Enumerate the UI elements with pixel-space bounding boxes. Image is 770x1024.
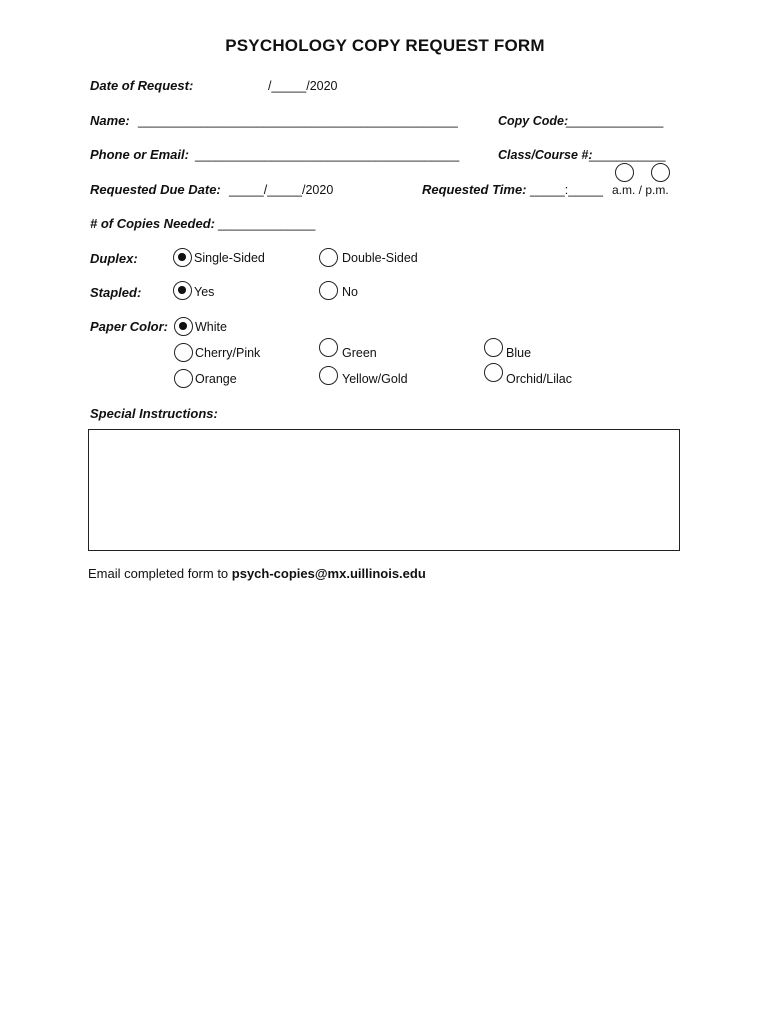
green-label: Green [342, 346, 377, 360]
stapled-yes-label: Yes [194, 285, 215, 299]
yellow-gold-radio[interactable] [319, 366, 338, 385]
copy-code-field[interactable]: ______________ [566, 114, 664, 128]
am-pm-label: a.m. / p.m. [612, 183, 669, 197]
footer-text: Email completed form to [88, 566, 232, 581]
stapled-yes-radio[interactable] [173, 281, 192, 300]
class-course-field[interactable]: ___________ [589, 148, 666, 162]
stapled-no-label: No [342, 285, 358, 299]
copies-needed-field[interactable]: ______________ [218, 217, 316, 231]
double-sided-label: Double-Sided [342, 251, 418, 265]
footer-note [88, 566, 426, 581]
phone-or-email-field[interactable]: ______________________________________ [195, 148, 460, 162]
special-instructions-label: Special Instructions: [90, 406, 218, 421]
pm-radio[interactable] [651, 163, 670, 182]
blue-label: Blue [506, 346, 532, 360]
stapled-no-radio[interactable] [319, 281, 338, 300]
orange-label: Orange [195, 372, 237, 386]
class-course-label: Class/Course #: [498, 148, 593, 162]
paper-color-label: Paper Color: [90, 319, 169, 334]
phone-or-email-label: Phone or Email: [90, 147, 189, 162]
white-label: White [195, 320, 227, 334]
yellow-gold-label: Yellow/Gold [342, 372, 408, 386]
date-of-request-label: Date of Request: [90, 78, 194, 93]
orchid-lilac-label: Orchid/Lilac [506, 372, 572, 386]
blue-radio[interactable] [484, 338, 503, 357]
stapled-label: Stapled: [90, 285, 142, 300]
am-radio[interactable] [615, 163, 634, 182]
white-radio[interactable] [174, 317, 193, 336]
double-sided-radio[interactable] [319, 248, 338, 267]
duplex-label: Duplex: [90, 251, 138, 266]
single-sided-radio[interactable] [173, 248, 192, 267]
cherry-pink-label: Cherry/Pink [195, 346, 261, 360]
requested-due-date-field[interactable]: _____/_____/2020 [229, 183, 334, 197]
name-field[interactable]: ______________________________________________ [138, 114, 458, 128]
date-of-request-field[interactable]: /_____/2020 [268, 79, 338, 93]
footer-email[interactable]: psych-copies@mx.uillinois.edu [231, 566, 426, 581]
green-radio[interactable] [319, 338, 338, 357]
single-sided-label: Single-Sided [194, 251, 265, 265]
cherry-pink-radio[interactable] [174, 343, 193, 362]
requested-time-label: Requested Time: [422, 182, 527, 197]
orchid-lilac-radio[interactable] [484, 363, 503, 382]
name-label: Name: [90, 113, 130, 128]
requested-due-date-label: Requested Due Date: [90, 182, 221, 197]
special-instructions-textarea[interactable] [88, 429, 680, 551]
copy-code-label: Copy Code: [498, 114, 569, 128]
orange-radio[interactable] [174, 369, 193, 388]
requested-time-field[interactable]: _____:_____ [530, 183, 603, 197]
form-title: PSYCHOLOGY COPY REQUEST FORM [225, 36, 545, 55]
copies-needed-label: # of Copies Needed: [90, 216, 215, 231]
